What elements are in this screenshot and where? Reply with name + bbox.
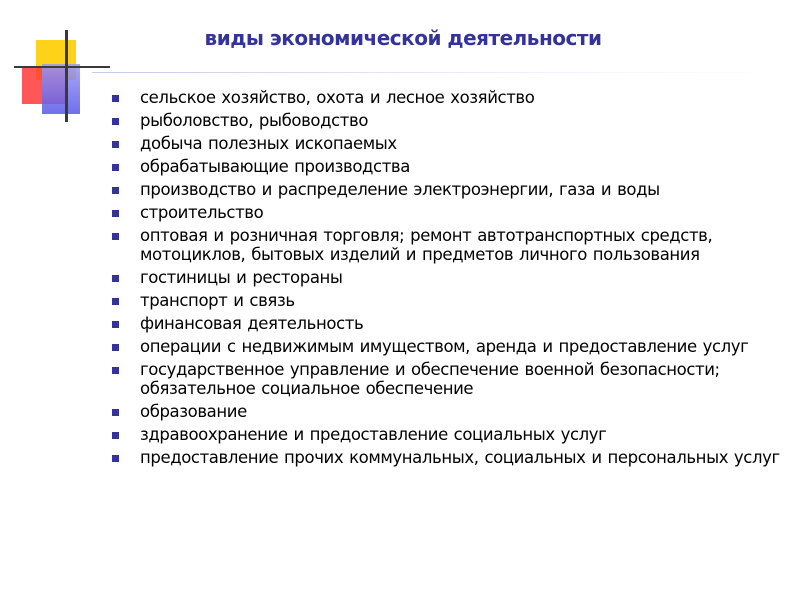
square-bullet-icon xyxy=(112,187,119,194)
square-bullet-icon xyxy=(112,275,119,282)
list-item xyxy=(112,157,782,176)
square-bullet-icon xyxy=(112,164,119,171)
list-item xyxy=(112,425,782,444)
list-item xyxy=(112,360,782,398)
square-bullet-icon xyxy=(112,298,119,305)
square-bullet-icon xyxy=(112,344,119,351)
list-item xyxy=(112,226,782,264)
list-item xyxy=(112,111,782,130)
list-item-text: сельское хозяйство, охота и лесное хозяйство xyxy=(140,88,535,107)
square-bullet-icon xyxy=(112,210,119,217)
list-item xyxy=(112,268,782,287)
list-item-text: обрабатывающие производства xyxy=(140,157,410,176)
square-bullet-icon xyxy=(112,432,119,439)
slide-title: виды экономической деятельности xyxy=(204,26,602,50)
list-item-text: строительство xyxy=(140,203,264,222)
list-item-text: операции с недвижимым имуществом, аренда и предоставление услуг xyxy=(140,337,749,356)
square-bullet-icon xyxy=(112,141,119,148)
list-item-text: предоставление прочих коммунальных, социальных и персональных услуг xyxy=(140,448,780,467)
square-bullet-icon xyxy=(112,233,119,240)
list-item xyxy=(112,314,782,333)
list-item-text: финансовая деятельность xyxy=(140,314,364,333)
list-item-text: транспорт и связь xyxy=(140,291,295,310)
list-item-text: гостиницы и рестораны xyxy=(140,268,343,287)
title-divider xyxy=(92,72,782,73)
horizontal-line xyxy=(14,66,110,68)
list-item xyxy=(112,402,782,421)
square-bullet-icon xyxy=(112,367,119,374)
decorative-squares-logo xyxy=(0,0,120,130)
list-item xyxy=(112,291,782,310)
list-item xyxy=(112,134,782,153)
square-bullet-icon xyxy=(112,118,119,125)
square-bullet-icon xyxy=(112,321,119,328)
square-bullet-icon xyxy=(112,455,119,462)
blue-square xyxy=(42,64,80,114)
list-item-text: рыболовство, рыбоводство xyxy=(140,111,369,130)
list-item xyxy=(112,448,782,467)
activity-list xyxy=(112,88,782,471)
list-item-text: образование xyxy=(140,402,247,421)
vertical-line xyxy=(65,30,68,122)
square-bullet-icon xyxy=(112,95,119,102)
list-item xyxy=(112,203,782,222)
list-item-text: здравоохранение и предоставление социальных услуг xyxy=(140,425,607,444)
list-item xyxy=(112,180,782,199)
list-item-text: добыча полезных ископаемых xyxy=(140,134,397,153)
list-item-text: государственное управление и обеспечение военной безопасности; обязательное социальное обеспечение xyxy=(140,360,720,398)
list-item-text: оптовая и розничная торговля; ремонт автотранспортных средств, мотоциклов, бытовых изделий и предметов личного пользования xyxy=(140,226,713,264)
square-bullet-icon xyxy=(112,409,119,416)
list-item xyxy=(112,88,782,107)
list-item xyxy=(112,337,782,356)
list-item-text: производство и распределение электроэнергии, газа и воды xyxy=(140,180,660,199)
